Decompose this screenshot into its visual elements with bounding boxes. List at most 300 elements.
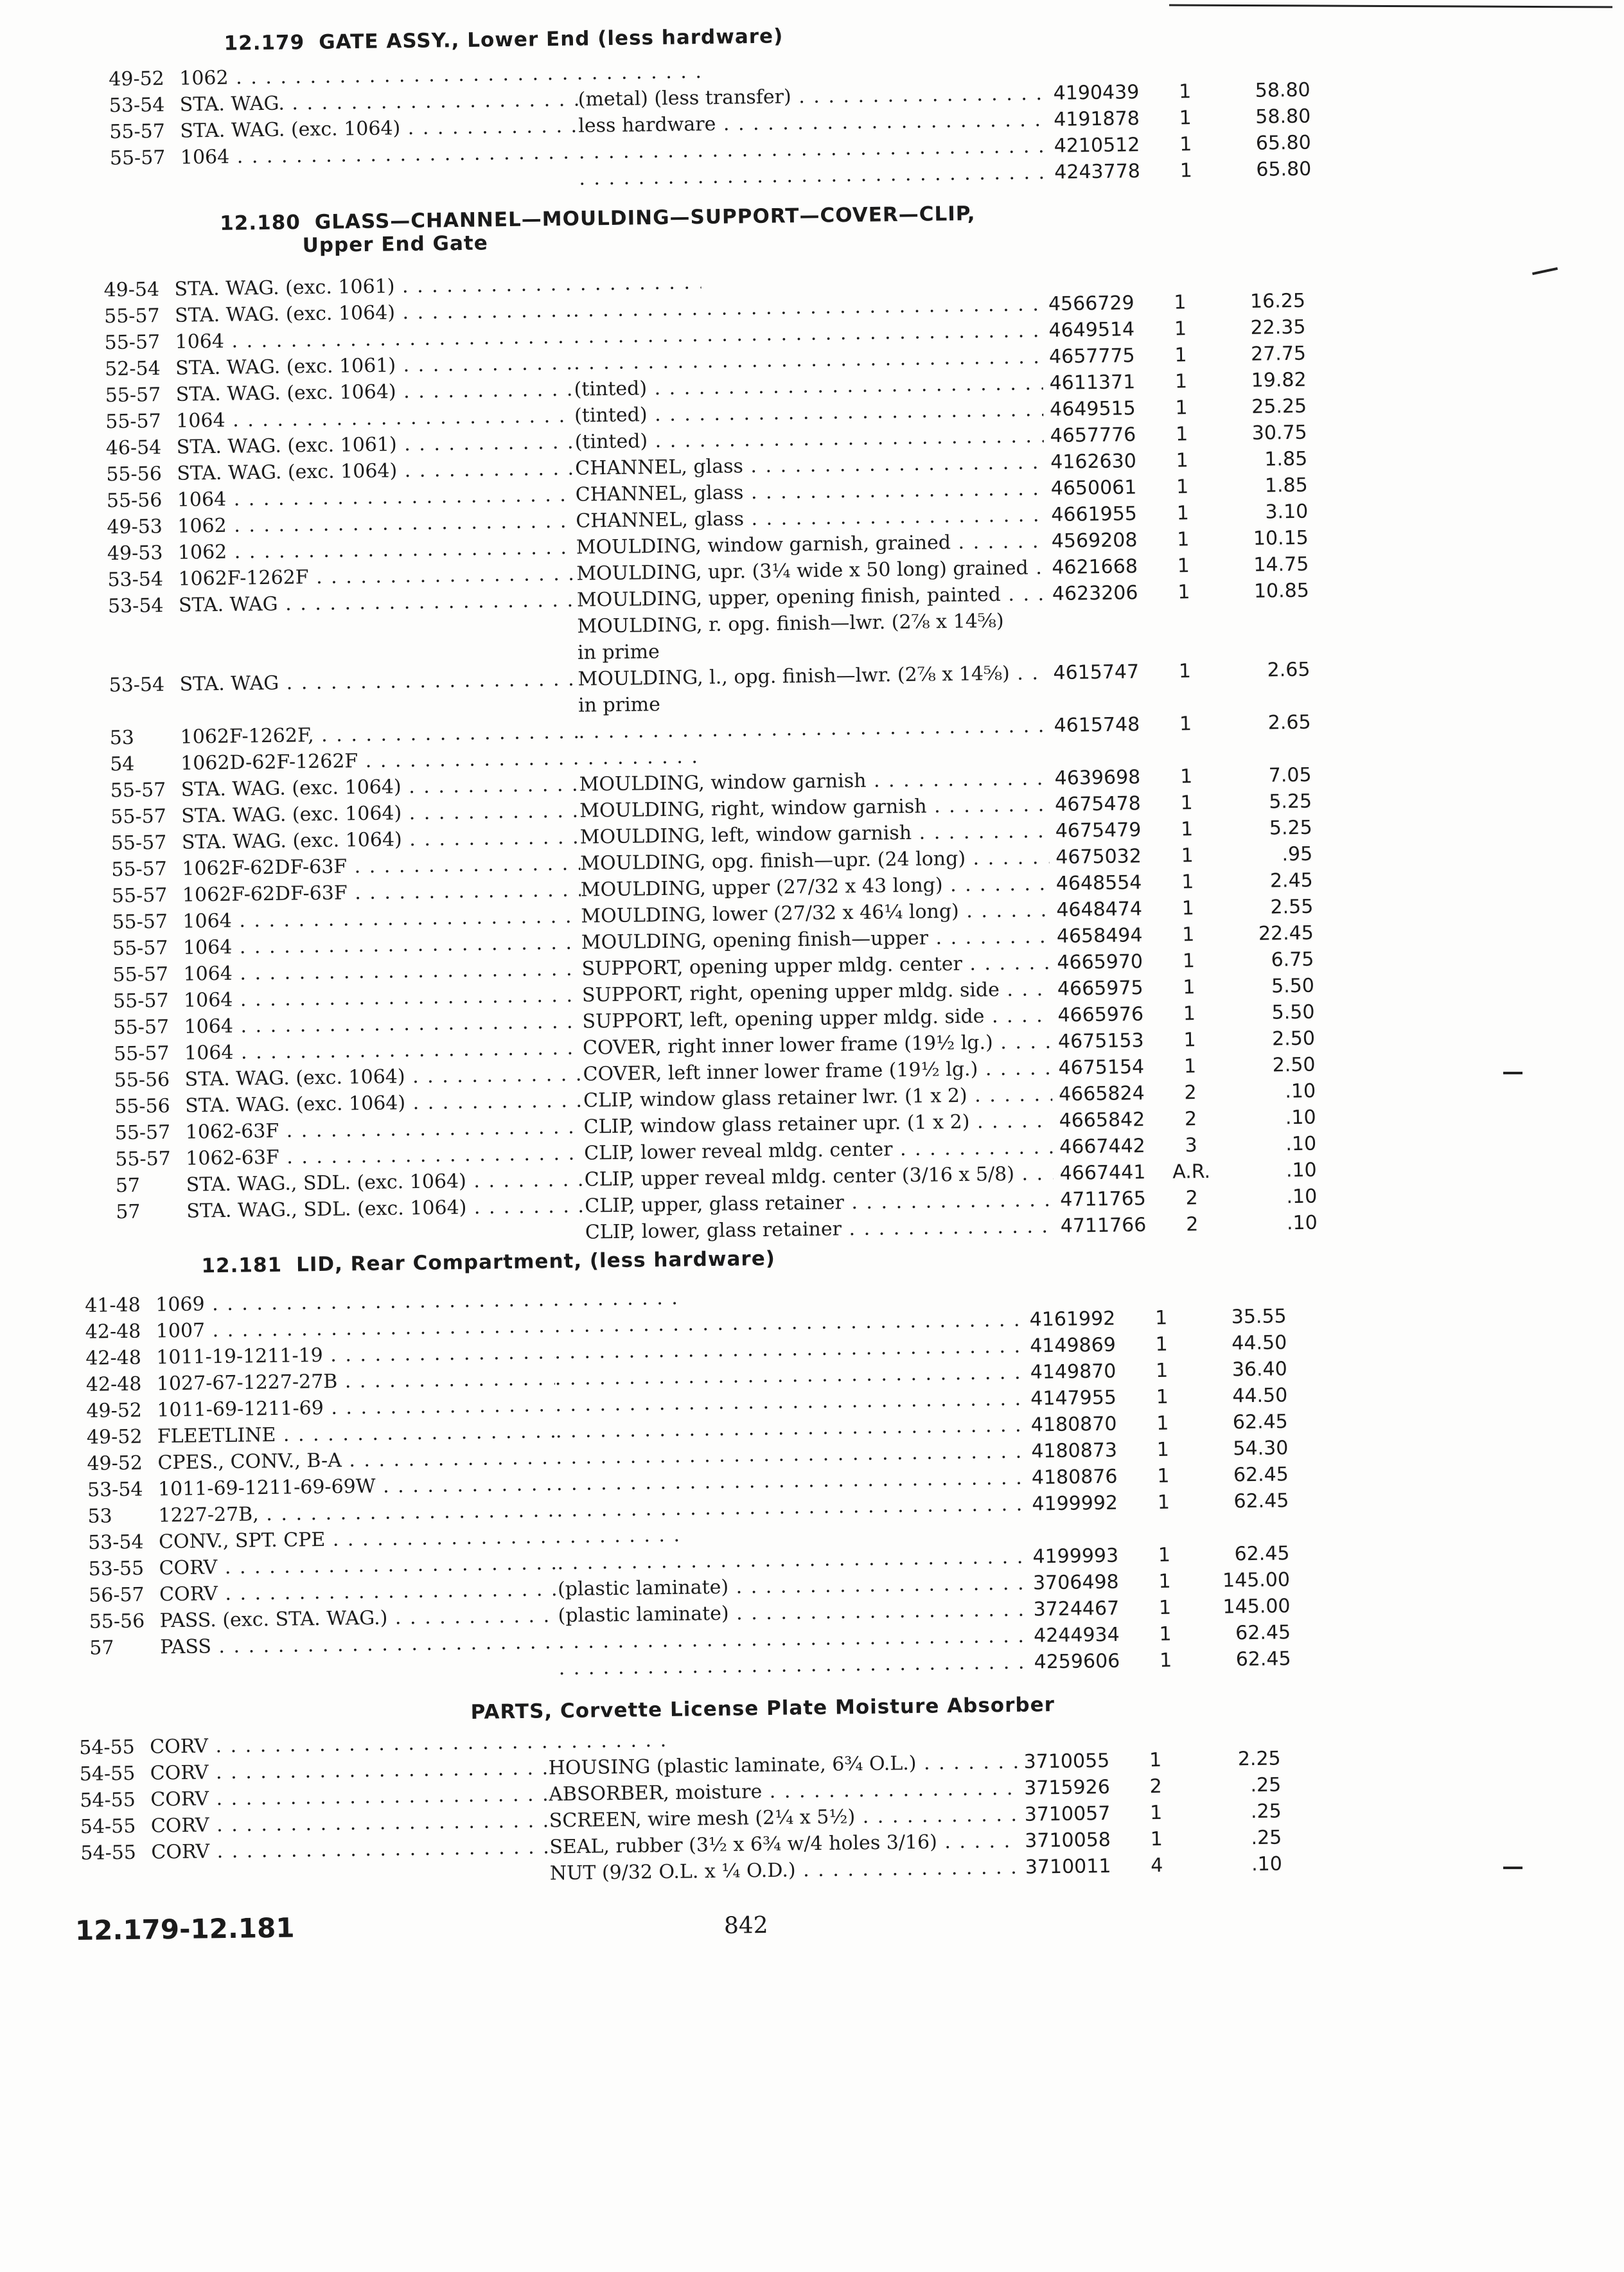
model-cell: 1064 . . .: [183, 930, 710, 959]
model-cell: STA. WAG . . .: [179, 587, 705, 617]
price-cell: 2.45: [1269, 869, 1313, 892]
price-cell: 2.65: [1267, 658, 1311, 682]
description-cell: SUPPORT, left, opening upper mldg. side . . .: [582, 1004, 1051, 1033]
years-cell: 57: [89, 1637, 114, 1660]
description-cell: (tinted) . . .: [574, 372, 1043, 401]
years-cell: 42-48: [85, 1320, 141, 1344]
model-cell: 1027-67-1227-27B . . .: [157, 1366, 684, 1396]
model-cell: 1227-27B, . . .: [158, 1498, 685, 1527]
model-cell: 1011-69-1211-69-69W . . .: [158, 1471, 685, 1501]
description-cell: CHANNEL, glass . . .: [576, 504, 1045, 533]
model-cell: PASS . . .: [160, 1629, 687, 1659]
price-cell: 10.85: [1253, 579, 1310, 603]
years-cell: 55-56: [114, 1095, 170, 1119]
years-cell: 55-57: [114, 1121, 171, 1145]
price-cell: [1190, 1279, 1286, 1280]
part-number-cell: 3710058: [1025, 1828, 1111, 1852]
part-number-cell: 4147955: [1030, 1386, 1117, 1410]
years-cell: 54-55: [80, 1788, 136, 1812]
quantity-cell: [1163, 686, 1208, 687]
price-cell: 2.55: [1270, 895, 1314, 919]
model-cell: STA. WAG. (exc. 1064) . . .: [181, 798, 708, 828]
description-cell: COVER, right inner lower frame (19½ lg.) . . .: [583, 1031, 1052, 1060]
part-number-cell: 4244934: [1033, 1623, 1120, 1647]
part-number-cell: 4665842: [1059, 1108, 1145, 1132]
quantity-cell: 1: [1177, 528, 1190, 551]
quantity-cell: 1: [1183, 976, 1196, 999]
part-number-cell: 4259606: [1034, 1649, 1120, 1674]
price-cell: .25: [1250, 1773, 1282, 1797]
description-cell: in prime: [578, 635, 1046, 664]
part-number-cell: 4711765: [1059, 1187, 1147, 1211]
quantity-cell: 1: [1183, 1002, 1196, 1025]
price-cell: 6.75: [1271, 948, 1314, 972]
years-cell: 55-57: [105, 410, 161, 434]
part-number-cell: 4210512: [1054, 134, 1140, 157]
quantity-cell: 1: [1158, 1543, 1171, 1566]
quantity-cell: 1: [1183, 1055, 1197, 1078]
price-cell: 5.25: [1269, 816, 1312, 840]
quantity-cell: 1: [1149, 1748, 1162, 1772]
years-cell: 55-56: [106, 463, 163, 486]
model-cell: CORV . . .: [151, 1808, 678, 1838]
model-cell: STA. WAG. (exc. 1061) . . .: [174, 271, 701, 301]
years-cell: 49-54: [103, 278, 160, 302]
part-number-cell: 4675478: [1054, 792, 1142, 816]
price-cell: .10: [1285, 1079, 1316, 1103]
quantity-cell: 1: [1180, 792, 1193, 815]
description-cell: HOUSING (plastic laminate, 6¾ O.L.) . . .: [549, 1751, 1018, 1780]
price-cell: .25: [1251, 1826, 1282, 1850]
price-cell: 14.75: [1253, 553, 1309, 576]
price-cell: .10: [1286, 1185, 1318, 1209]
years-cell: 55-57: [112, 990, 169, 1013]
years-cell: 54-55: [79, 1762, 136, 1786]
price-cell: 35.55: [1231, 1305, 1287, 1329]
model-cell: STA. WAG. (exc. 1064) . . .: [175, 377, 702, 406]
model-cell: STA. WAG. (exc. 1064) . . .: [184, 1061, 711, 1091]
description-cell: MOULDING, upr. (3¼ wide x 50 long) grained . . .: [576, 556, 1045, 585]
years-cell: 54-55: [79, 1735, 135, 1759]
model-cell: PASS. (exc. STA. WAG.) . . .: [159, 1603, 686, 1633]
part-number-cell: 4621668: [1052, 555, 1138, 579]
price-cell: .25: [1250, 1800, 1282, 1824]
model-cell: 1064 . . .: [184, 1035, 711, 1065]
part-number-cell: 4649515: [1049, 397, 1136, 422]
price-cell: 1.85: [1264, 474, 1308, 497]
quantity-cell: 1: [1158, 1596, 1172, 1619]
price-cell: 27.75: [1250, 342, 1307, 366]
price-cell: 5.50: [1271, 974, 1315, 998]
years-cell: 57: [115, 1174, 141, 1198]
years-cell: 49-52: [87, 1451, 143, 1475]
part-number-cell: 3710011: [1025, 1854, 1111, 1879]
years-cell: 53-54: [87, 1531, 144, 1554]
part-number-cell: 4711766: [1060, 1214, 1147, 1238]
part-number-cell: 4569208: [1051, 529, 1138, 553]
section-title: LID,: [296, 1252, 344, 1277]
quantity-cell: 1: [1157, 1491, 1170, 1514]
description-cell: (tinted) . . .: [574, 425, 1043, 454]
price-cell: 58.80: [1255, 105, 1311, 129]
model-cell: STA. WAG. (exc. 1064) . . .: [180, 113, 707, 143]
description-cell: MOULDING, upper, opening finish, painted . . .: [577, 583, 1046, 612]
quantity-cell: 2: [1184, 1081, 1197, 1105]
years-cell: 55-57: [110, 805, 167, 829]
price-cell: 65.80: [1256, 157, 1312, 181]
part-number-cell: 4667442: [1059, 1135, 1145, 1158]
part-number-cell: 4180873: [1031, 1439, 1118, 1463]
price-cell: 2.50: [1271, 1027, 1316, 1051]
price-cell: 7.05: [1268, 763, 1312, 787]
years-cell: 53: [87, 1505, 112, 1528]
section-subtitle: Lower End (less hardware): [467, 24, 784, 52]
price-cell: 62.45: [1232, 1410, 1289, 1434]
price-cell: 22.35: [1250, 315, 1306, 339]
model-cell: 1064 . . .: [184, 982, 710, 1012]
quantity-cell: 1: [1159, 1649, 1172, 1672]
quantity-cell: 1: [1182, 923, 1195, 946]
years-cell: 41-48: [85, 1293, 141, 1317]
quantity-cell: 1: [1174, 291, 1187, 314]
part-number-cell: 4199993: [1032, 1544, 1119, 1568]
price-cell: .10: [1285, 1158, 1317, 1182]
model-cell: STA. WAG. . . .: [180, 87, 707, 116]
quantity-cell: 1: [1174, 317, 1187, 341]
part-number-cell: 4611371: [1049, 371, 1136, 395]
part-number-cell: 4180876: [1031, 1465, 1118, 1489]
model-cell: CORV . . .: [150, 1755, 677, 1785]
model-cell: CORV . . .: [159, 1577, 686, 1606]
quantity-cell: 1: [1155, 1333, 1168, 1356]
years-cell: 49-53: [107, 515, 163, 539]
model-cell: CORV . . .: [150, 1782, 677, 1811]
part-number-cell: 4615748: [1054, 713, 1140, 737]
part-number-cell: 4649514: [1048, 318, 1135, 342]
model-cell: CORV . . .: [150, 1729, 676, 1759]
part-number-cell: 3710057: [1024, 1802, 1111, 1826]
quantity-cell: 1: [1178, 581, 1190, 604]
model-cell: STA. WAG . . .: [179, 666, 706, 696]
years-cell: 56-57: [88, 1583, 145, 1607]
part-number-cell: 4149870: [1030, 1360, 1116, 1384]
model-cell: 1062F-1262F . . .: [178, 561, 705, 590]
part-number-cell: 4665970: [1057, 950, 1143, 974]
years-cell: 55-56: [106, 489, 163, 513]
part-number-cell: 4648474: [1056, 898, 1143, 921]
model-cell: 1064 . . .: [183, 956, 710, 986]
description-cell: MOULDING, l., opg. finish—lwr. (2⅞ x 14⅝) . . .: [578, 662, 1046, 691]
years-cell: 55-57: [112, 910, 168, 934]
quantity-cell: 1: [1178, 80, 1192, 103]
years-cell: 49-52: [109, 67, 164, 91]
model-cell: 1062 . . .: [179, 60, 706, 90]
quantity-cell: [1163, 739, 1208, 740]
part-number-cell: 4180870: [1030, 1412, 1117, 1437]
description-cell: SUPPORT, opening upper mldg. center . . .: [581, 952, 1050, 981]
quantity-cell: 1: [1158, 1570, 1171, 1593]
quantity-cell: 2: [1149, 1775, 1162, 1798]
description-cell: CLIP, window glass retainer lwr. (1 x 2) . . .: [583, 1083, 1052, 1112]
description-cell: (metal) (less transfer) . . .: [578, 82, 1047, 111]
part-number-cell: 4199992: [1032, 1491, 1118, 1516]
quantity-cell: 1: [1179, 159, 1193, 182]
years-cell: 52-54: [104, 357, 161, 381]
part-number-cell: 4615747: [1053, 661, 1140, 684]
description-cell: in prime: [578, 688, 1047, 717]
description-cell: MOULDING, upper (27/32 x 43 long) . . .: [581, 873, 1050, 901]
model-cell: STA. WAG. (exc. 1061) . . .: [177, 429, 703, 459]
model-cell: 1062D-62F-1262F . . .: [181, 745, 707, 775]
price-cell: 16.25: [1249, 289, 1306, 313]
section-subtitle: Rear Compartment, (less hardware): [350, 1247, 776, 1276]
quantity-cell: 1: [1180, 818, 1194, 841]
model-cell: FLEETLINE . . .: [157, 1419, 684, 1448]
description-cell: MOULDING, opening finish—upper . . .: [581, 925, 1050, 954]
years-cell: 55-57: [103, 305, 160, 328]
description-cell: CHANNEL, glass . . .: [576, 477, 1045, 506]
model-cell: STA. WAG. (exc. 1064) . . .: [177, 456, 703, 485]
years-cell: 49-52: [86, 1399, 143, 1423]
price-cell: 44.50: [1232, 1384, 1288, 1408]
price-cell: 62.45: [1233, 1463, 1289, 1487]
quantity-cell: 4: [1151, 1854, 1163, 1877]
part-number-cell: 4675153: [1057, 1029, 1144, 1053]
model-cell: 1064 . . .: [175, 324, 702, 353]
price-cell: .95: [1282, 842, 1313, 866]
part-number-cell: 4623206: [1052, 581, 1138, 605]
price-cell: 5.50: [1271, 1000, 1315, 1024]
part-number-cell: 3724467: [1033, 1597, 1120, 1621]
model-cell: 1064 . . .: [177, 482, 704, 511]
part-number-cell: 4162630: [1050, 450, 1137, 474]
description-cell: ABSORBER, moisture . . .: [549, 1777, 1018, 1806]
years-cell: 53-54: [109, 94, 165, 118]
quantity-cell: 1: [1159, 1622, 1172, 1646]
model-cell: 1062F-1262F, . . .: [180, 719, 707, 749]
price-cell: .10: [1285, 1132, 1317, 1156]
model-cell: 1064 . . .: [184, 1009, 710, 1038]
part-number-cell: 4658494: [1056, 924, 1143, 948]
section-heading: [220, 202, 976, 258]
price-cell: .10: [1251, 1852, 1283, 1876]
section-heading: [224, 24, 783, 55]
model-cell: 1062 . . .: [178, 535, 705, 564]
years-cell: 55-57: [115, 1148, 171, 1171]
quantity-cell: 1: [1183, 1029, 1196, 1052]
description-cell: (plastic laminate) . . .: [558, 1599, 1027, 1628]
price-cell: 62.45: [1234, 1542, 1290, 1566]
quantity-cell: 1: [1175, 423, 1188, 446]
price-cell: 1.85: [1264, 447, 1308, 471]
years-cell: 42-48: [85, 1372, 142, 1396]
description-cell: CHANNEL, glass . . .: [575, 451, 1044, 480]
description-cell: (tinted) . . .: [574, 398, 1043, 427]
quantity-cell: 1: [1174, 370, 1188, 393]
years-cell: 49-53: [107, 542, 163, 565]
price-cell: [1214, 53, 1310, 54]
description-cell: MOULDING, lower (27/32 x 46¼ long) . . .: [581, 899, 1050, 928]
description-cell: less hardware . . .: [578, 109, 1047, 138]
years-cell: 57: [116, 1200, 141, 1224]
model-cell: 1062 . . .: [177, 508, 704, 538]
part-number-cell: 4650061: [1050, 476, 1137, 500]
part-number-cell: 4665824: [1058, 1082, 1145, 1106]
quantity-cell: 1: [1179, 133, 1192, 156]
quantity-cell: 1: [1179, 713, 1192, 736]
description-cell: (plastic laminate) . . .: [558, 1572, 1027, 1601]
description-cell: CLIP, upper, glass retainer . . .: [585, 1189, 1054, 1218]
years-cell: 46-54: [105, 436, 162, 460]
years-cell: 42-48: [85, 1346, 142, 1370]
years-cell: 53-54: [87, 1478, 143, 1502]
quantity-cell: [1162, 54, 1207, 55]
part-number-cell: 4639698: [1054, 766, 1141, 790]
years-cell: 55-57: [105, 384, 161, 407]
price-cell: 2.50: [1272, 1053, 1316, 1077]
description-cell: MOULDING, window garnish . . .: [579, 767, 1048, 796]
part-number-cell: 3715926: [1023, 1775, 1111, 1800]
price-cell: 62.45: [1235, 1621, 1291, 1645]
model-cell: STA. WAG., SDL. (exc. 1064) . . .: [186, 1167, 713, 1196]
years-cell: [90, 1662, 161, 1663]
years-cell: 53-54: [109, 673, 165, 697]
model-cell: STA. WAG., SDL. (exc. 1064) . . .: [186, 1193, 713, 1223]
price-cell: 65.80: [1255, 131, 1311, 155]
years-cell: 54-55: [80, 1841, 137, 1865]
model-cell: CPES., CONV., B-A . . .: [157, 1445, 684, 1475]
quantity-cell: 1: [1176, 475, 1189, 499]
model-cell: STA. WAG. (exc. 1064) . . .: [175, 297, 702, 327]
model-cell: 1069 . . .: [155, 1287, 682, 1317]
description-cell: SCREEN, wire mesh (2¼ x 5½) . . .: [549, 1804, 1018, 1833]
page-number: 842: [723, 1912, 768, 1939]
model-cell: STA. WAG. (exc. 1064) . . .: [181, 772, 708, 801]
section-subtitle: Upper End Gate: [302, 231, 489, 258]
years-cell: 55-57: [111, 884, 168, 908]
years-cell: 55-56: [89, 1610, 145, 1633]
quantity-cell: 2: [1185, 1187, 1198, 1210]
part-number-cell: 4665975: [1057, 977, 1143, 1000]
years-cell: 55-57: [104, 331, 161, 355]
quantity-cell: 1: [1156, 1438, 1170, 1461]
years-cell: 55-56: [114, 1069, 170, 1092]
quantity-cell: 2: [1184, 1108, 1197, 1131]
description-cell: MOULDING, window garnish, grained . . .: [576, 530, 1045, 559]
description-cell: SUPPORT, right, opening upper mldg. side . . .: [582, 978, 1051, 1007]
price-cell: .10: [1286, 1211, 1318, 1235]
part-number-cell: 4657776: [1050, 423, 1136, 448]
price-cell: 62.45: [1235, 1647, 1291, 1671]
model-cell: CORV . . .: [151, 1834, 678, 1864]
model-cell: CORV . . .: [159, 1550, 685, 1580]
years-cell: 53-54: [107, 568, 164, 592]
price-cell: 36.40: [1231, 1358, 1287, 1381]
section-heading: [470, 1693, 1055, 1724]
description-cell: NUT (9/32 O.L. x ¼ O.D.) . . .: [550, 1856, 1019, 1885]
quantity-cell: 3: [1185, 1134, 1197, 1157]
years-cell: 55-57: [109, 146, 166, 170]
model-cell: 1062-63F . . .: [186, 1114, 712, 1144]
quantity-cell: 1: [1181, 871, 1194, 894]
quantity-cell: 1: [1155, 1359, 1169, 1382]
quantity-cell: 1: [1154, 1306, 1168, 1329]
years-cell: 53-54: [107, 594, 164, 618]
quantity-cell: 2: [1185, 1213, 1199, 1236]
section-title: GLASS—CHANNEL—MOULDING—SUPPORT—COVER—CLIP,: [314, 202, 976, 234]
section-number: 12.180: [219, 211, 301, 235]
quantity-cell: A.R.: [1172, 1160, 1211, 1184]
part-number-cell: [1053, 55, 1156, 56]
part-number-cell: 4675032: [1055, 845, 1142, 869]
price-cell: 62.45: [1233, 1489, 1289, 1513]
price-cell: 19.82: [1251, 368, 1307, 392]
model-cell: 1062-63F . . .: [186, 1140, 712, 1170]
years-cell: 55-57: [110, 831, 167, 855]
years-cell: 54: [109, 752, 135, 776]
part-number-cell: 4190439: [1053, 81, 1140, 105]
years-cell: 49-52: [86, 1425, 143, 1449]
quantity-cell: 1: [1176, 449, 1188, 472]
description-cell: MOULDING, left, window garnish . . .: [580, 820, 1049, 849]
years-cell: 55-57: [112, 937, 168, 961]
part-number-cell: 4191878: [1053, 107, 1140, 131]
model-cell: 1011-69-1211-69 . . .: [157, 1392, 684, 1422]
model-cell: CONV., SPT. CPE . . .: [159, 1524, 685, 1554]
section-subtitle: Corvette License Plate Moisture Absorber: [560, 1693, 1055, 1723]
years-cell: 55-57: [110, 779, 166, 803]
description-cell: CLIP, lower reveal mldg. center . . .: [584, 1136, 1053, 1165]
quantity-cell: 1: [1175, 396, 1188, 420]
model-cell: 1011-19-1211-19 . . .: [156, 1340, 683, 1369]
model-cell: 1062F-62DF-63F . . .: [182, 877, 709, 907]
section-heading: [201, 1247, 775, 1278]
price-cell: 2.65: [1267, 711, 1311, 734]
price-cell: 25.25: [1251, 395, 1307, 418]
price-cell: 3.10: [1265, 500, 1309, 524]
years-cell: 55-57: [112, 963, 169, 987]
price-cell: [1184, 1721, 1280, 1722]
years-cell: 53: [109, 726, 135, 750]
description-cell: MOULDING, r. opg. finish—lwr. (2⅞ x 14⅝): [577, 609, 1046, 638]
part-number-cell: [1029, 1281, 1132, 1282]
description-cell: MOULDING, right, window garnish . . .: [579, 794, 1048, 822]
years-cell: 55-57: [113, 1042, 170, 1066]
part-number-cell: 4161992: [1029, 1307, 1116, 1331]
description-cell: MOULDING, opg. finish—upr. (24 long) . . .: [580, 846, 1049, 875]
price-cell: 5.25: [1269, 790, 1312, 813]
quantity-cell: 1: [1156, 1385, 1169, 1408]
part-number-cell: [1048, 265, 1151, 267]
quantity-cell: 1: [1174, 344, 1187, 367]
description-cell: CLIP, upper reveal mldg. center (3/16 x 5/8) . . .: [585, 1162, 1054, 1191]
part-number-cell: 4566729: [1048, 292, 1134, 316]
model-cell: STA. WAG. (exc. 1064) . . .: [185, 1088, 712, 1117]
price-cell: 22.45: [1258, 921, 1314, 945]
section-number: 12.179: [224, 31, 305, 55]
quantity-cell: 1: [1149, 1801, 1163, 1825]
section-number: 12.181: [201, 1253, 283, 1278]
description-cell: CLIP, lower, glass retainer . . .: [585, 1215, 1054, 1244]
price-cell: 58.80: [1255, 78, 1311, 102]
quantity-cell: [1161, 607, 1206, 608]
quantity-cell: 1: [1181, 897, 1195, 920]
section-title: GATE ASSY.,: [318, 28, 460, 54]
part-number-cell: [1023, 1723, 1126, 1725]
quantity-cell: 1: [1181, 844, 1194, 867]
price-cell: 54.30: [1233, 1437, 1289, 1460]
quantity-cell: 1: [1179, 107, 1192, 130]
